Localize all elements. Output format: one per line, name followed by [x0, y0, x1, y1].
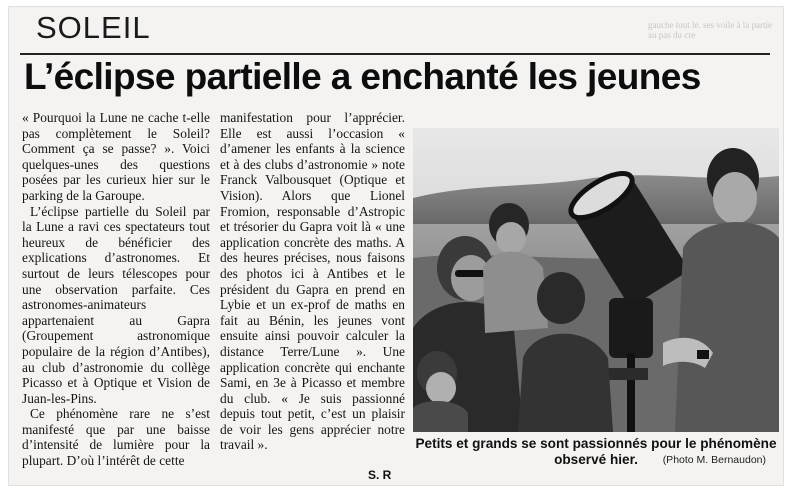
header-rule [20, 53, 770, 55]
author-byline: S. R [368, 468, 392, 482]
section-label: SOLEIL [36, 10, 151, 45]
photo-credit: (Photo M. Bernaudon) [662, 454, 766, 466]
article-column-2 [220, 110, 405, 453]
paragraph: Ce phénomène rare ne s’est manifesté que par une baisse d’intensité de lumière pour la plupart. D’où l’intérêt de cette [22, 406, 210, 469]
paragraph: manifestation pour l’apprécier. Elle est aussi l’occasion « d’amener les enfants à la science et à des clubs d’astronomie » note Franck Valbousquet (Optique et Vision). Alors que Lionel Fromion, responsable d’Astropic et trésorier du Gapra voit là « une application concrète des maths. A des heures précises, nous faisons des photos ici à Antibes et le président du Gapra en prend en Lybie et un ex-prof de maths en fait au Bénin, les jeunes vont ensuite ainsi pouvoir calculer la distance Terre/Lune ». Une application concrète qui enchante Sami, en 3e à Picasso et membre du club. « Je suis passionné depuis tout petit, c’est un plaisir de voir les gens apprécier notre travail ». [220, 110, 405, 453]
bleed-through-text: gauche tout le. ses voile à la partie au pas du cre [648, 20, 772, 40]
paragraph: « Pourquoi la Lune ne cache t-elle pas complètement le Soleil? Comment ça se passe? ». Voici quelques-unes des questions posées par les curieux hier sur le parking de la Garoupe. [22, 110, 210, 203]
headline: L’éclipse partielle a enchanté les jeunes [24, 56, 701, 97]
newspaper-clipping [8, 6, 784, 486]
article-column-1 [22, 110, 210, 469]
paragraph: L’éclipse partielle du Soleil par la Lune a ravi ces spectateurs tout heureux de bénéficier des explications d’astronomes. Et surtout de leurs télescopes pour une observation parfaite. Ces astronomes-animateurs appartenaient au Gapra (Groupement astronomique populaire de la région d’Antibes), au club d’astronomie du collège Picasso et à Optique et Vision de Juan-les-Pins. [22, 203, 210, 406]
photo-people-telescope [413, 128, 779, 432]
news-photo [413, 128, 779, 432]
photo-caption: Petits et grands se sont passionnés pour le phénomène observé hier. [415, 436, 777, 467]
